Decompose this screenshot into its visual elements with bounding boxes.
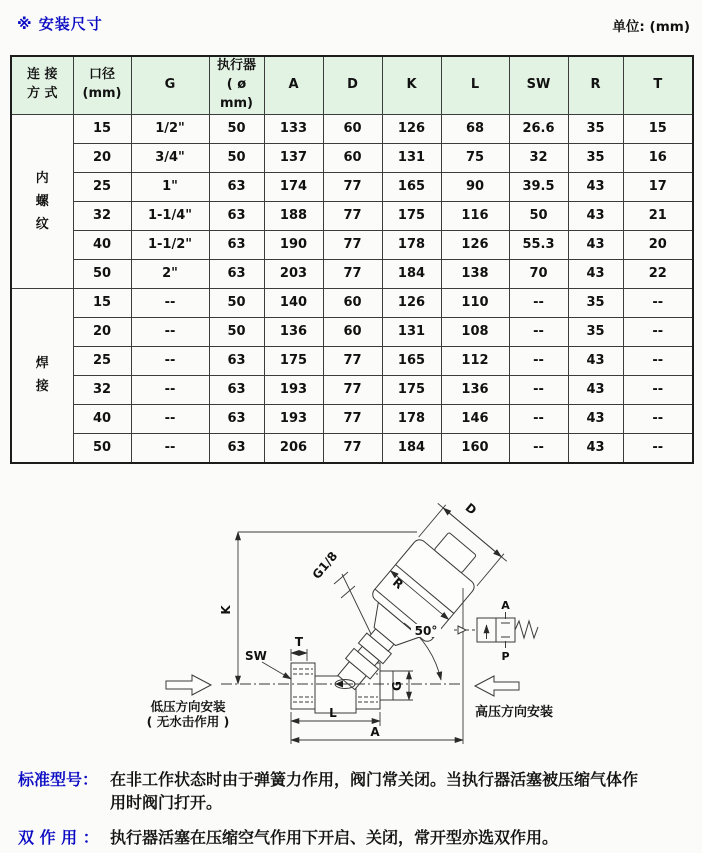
table-cell: --	[131, 317, 209, 346]
table-cell: 22	[623, 259, 693, 288]
table-header-row	[11, 56, 693, 114]
table-cell: 15	[73, 114, 131, 143]
table-cell: 1/2"	[131, 114, 209, 143]
note-double-acting	[18, 826, 686, 849]
table-cell: 137	[264, 143, 323, 172]
table-cell: 178	[382, 404, 441, 433]
table-cell: --	[623, 433, 693, 463]
table-cell: 77	[323, 259, 382, 288]
table-cell: 15	[623, 114, 693, 143]
column-header: G	[131, 56, 209, 114]
table-cell: 50	[209, 114, 264, 143]
table-cell: 140	[264, 288, 323, 317]
dim-label-d: D	[462, 500, 480, 518]
table-cell: 26.6	[509, 114, 568, 143]
table-cell: 16	[623, 143, 693, 172]
table-cell: 35	[568, 288, 623, 317]
table-cell: 32	[73, 375, 131, 404]
table-cell: 40	[73, 230, 131, 259]
table-cell: --	[131, 404, 209, 433]
spring-icon	[515, 621, 538, 638]
table-cell: 63	[209, 259, 264, 288]
table-cell: 138	[441, 259, 509, 288]
technical-drawing	[145, 488, 615, 763]
table-cell: 68	[441, 114, 509, 143]
table-cell: 112	[441, 346, 509, 375]
table-cell: 175	[382, 201, 441, 230]
table-cell: 190	[264, 230, 323, 259]
table-cell: 25	[73, 172, 131, 201]
high-pressure-arrow-icon	[475, 676, 519, 696]
pneumatic-port-a: A	[501, 599, 510, 612]
table-cell: 131	[382, 143, 441, 172]
table-cell: 32	[509, 143, 568, 172]
dimension-l	[291, 706, 380, 744]
table-cell: --	[131, 288, 209, 317]
table-cell: 174	[264, 172, 323, 201]
dimension-table	[10, 55, 694, 464]
table-cell: 126	[441, 230, 509, 259]
table-cell: 184	[382, 433, 441, 463]
table-cell: --	[131, 346, 209, 375]
table-cell: 136	[441, 375, 509, 404]
table-cell: --	[623, 288, 693, 317]
table-cell: 25	[73, 346, 131, 375]
pilot-icon	[458, 626, 466, 634]
table-cell: 43	[568, 433, 623, 463]
table-cell: 63	[209, 201, 264, 230]
table-cell: --	[509, 404, 568, 433]
notes-section	[18, 768, 686, 853]
page-title: ※ 安装尺寸	[17, 15, 103, 33]
table-cell: 77	[323, 172, 382, 201]
table-cell: --	[509, 433, 568, 463]
column-header: 连 接 方 式	[11, 56, 73, 114]
table-cell: 90	[441, 172, 509, 201]
table-cell: --	[623, 404, 693, 433]
table-cell: 116	[441, 201, 509, 230]
table-cell: 40	[73, 404, 131, 433]
table-cell: 188	[264, 201, 323, 230]
note-standard-model	[18, 768, 686, 814]
table-cell: 126	[382, 288, 441, 317]
table-cell: 55.3	[509, 230, 568, 259]
table-cell: 1"	[131, 172, 209, 201]
column-header: R	[568, 56, 623, 114]
table-cell: 39.5	[509, 172, 568, 201]
table-cell: --	[623, 375, 693, 404]
pneumatic-symbol	[454, 599, 538, 663]
dim-label-sw: SW	[245, 649, 267, 663]
table-cell: 50	[209, 143, 264, 172]
table-cell: 77	[323, 230, 382, 259]
note-text: 在非工作状态时由于弹簧力作用，阀门常关闭。当执行器活塞被压缩气体作用时阀门打开。	[110, 770, 639, 812]
table-cell: 63	[209, 404, 264, 433]
dim-label-l: L	[329, 706, 337, 720]
unit-label: 单位: (mm)	[612, 19, 690, 35]
table-cell: 43	[568, 172, 623, 201]
table-row	[11, 375, 693, 404]
low-pressure-caption-2: ( 无水击作用 )	[146, 714, 230, 729]
table-cell: 175	[264, 346, 323, 375]
table-cell: 21	[623, 201, 693, 230]
table-cell: 20	[73, 143, 131, 172]
table-cell: 35	[568, 317, 623, 346]
table-cell: 20	[73, 317, 131, 346]
column-header: 执行器 ( ø mm)	[209, 56, 264, 114]
table-cell: 206	[264, 433, 323, 463]
column-header: T	[623, 56, 693, 114]
table-cell: 203	[264, 259, 323, 288]
table-cell: 77	[323, 404, 382, 433]
table-cell: --	[509, 375, 568, 404]
table-cell: 60	[323, 143, 382, 172]
angle-label: 50°	[414, 624, 438, 638]
table-cell: 131	[382, 317, 441, 346]
column-header: L	[441, 56, 509, 114]
column-header: K	[382, 56, 441, 114]
table-cell: 110	[441, 288, 509, 317]
dim-label-g: G	[390, 681, 404, 691]
table-cell: 165	[382, 172, 441, 201]
table-cell: 193	[264, 404, 323, 433]
table-row	[11, 172, 693, 201]
table-cell: 77	[323, 375, 382, 404]
pneumatic-port-p: P	[501, 650, 510, 663]
table-cell: --	[509, 317, 568, 346]
column-header: D	[323, 56, 382, 114]
table-cell: --	[131, 433, 209, 463]
table-cell: 43	[568, 346, 623, 375]
table-cell: 165	[382, 346, 441, 375]
low-pressure-caption-1: 低压方向安装	[150, 699, 226, 714]
thread-callout	[310, 549, 371, 634]
table-cell: 60	[323, 317, 382, 346]
table-row	[11, 143, 693, 172]
table-cell: 160	[441, 433, 509, 463]
table-row	[11, 404, 693, 433]
table-cell: 178	[382, 230, 441, 259]
table-cell: 60	[323, 288, 382, 317]
dimension-t	[291, 635, 307, 661]
table-cell: --	[509, 346, 568, 375]
table-cell: 2"	[131, 259, 209, 288]
table-cell: 20	[623, 230, 693, 259]
group-label: 内 螺 纹	[11, 114, 73, 288]
table-row	[11, 346, 693, 375]
table-cell: 50	[73, 259, 131, 288]
sw-callout	[245, 649, 291, 679]
thread-label: G1/8	[309, 549, 341, 582]
table-cell: 3/4"	[131, 143, 209, 172]
note-label: 标准型号：	[18, 770, 99, 789]
table-cell: 146	[441, 404, 509, 433]
column-header: 口径 (mm)	[73, 56, 131, 114]
table-cell: --	[623, 317, 693, 346]
dim-label-k: K	[219, 605, 233, 615]
table-row	[11, 259, 693, 288]
table-cell: 15	[73, 288, 131, 317]
table-cell: 108	[441, 317, 509, 346]
table-cell: 32	[73, 201, 131, 230]
column-header: A	[264, 56, 323, 114]
table-cell: 35	[568, 114, 623, 143]
table-row	[11, 317, 693, 346]
table-row	[11, 230, 693, 259]
table-cell: 50	[509, 201, 568, 230]
table-cell: 35	[568, 143, 623, 172]
table-cell: 43	[568, 404, 623, 433]
table-cell: 77	[323, 346, 382, 375]
table-cell: 136	[264, 317, 323, 346]
dim-label-r: R	[389, 575, 407, 592]
table-cell: 43	[568, 230, 623, 259]
table-cell: 193	[264, 375, 323, 404]
table-cell: 63	[209, 230, 264, 259]
column-header: SW	[509, 56, 568, 114]
table-cell: --	[131, 375, 209, 404]
table-cell: 126	[382, 114, 441, 143]
table-cell: 133	[264, 114, 323, 143]
table-row	[11, 201, 693, 230]
table-cell: 17	[623, 172, 693, 201]
note-text: 执行器活塞在压缩空气作用下开启、关闭，常开型亦选双作用。	[110, 828, 559, 847]
note-label: 双 作 用 ：	[18, 828, 99, 847]
table-cell: 50	[209, 288, 264, 317]
table-cell: 77	[323, 201, 382, 230]
table-row	[11, 433, 693, 463]
table-cell: 77	[323, 433, 382, 463]
table-cell: --	[509, 288, 568, 317]
table-cell: 60	[323, 114, 382, 143]
table-cell: 43	[568, 259, 623, 288]
table-cell: --	[623, 346, 693, 375]
table-cell: 184	[382, 259, 441, 288]
table-row	[11, 288, 693, 317]
table-cell: 63	[209, 346, 264, 375]
table-cell: 43	[568, 375, 623, 404]
table-cell: 70	[509, 259, 568, 288]
table-cell: 63	[209, 433, 264, 463]
high-pressure-caption: 高压方向安装	[475, 705, 554, 720]
table-cell: 63	[209, 375, 264, 404]
table-cell: 50	[73, 433, 131, 463]
table-cell: 1-1/2"	[131, 230, 209, 259]
table-cell: 43	[568, 201, 623, 230]
table-cell: 63	[209, 172, 264, 201]
group-label: 焊 接	[11, 288, 73, 463]
dim-label-t: T	[294, 635, 304, 649]
low-pressure-arrow-icon	[166, 675, 211, 695]
dim-label-a: A	[370, 725, 380, 739]
table-cell: 175	[382, 375, 441, 404]
table-cell: 1-1/4"	[131, 201, 209, 230]
table-cell: 75	[441, 143, 509, 172]
table-row	[11, 114, 693, 143]
table-cell: 50	[209, 317, 264, 346]
